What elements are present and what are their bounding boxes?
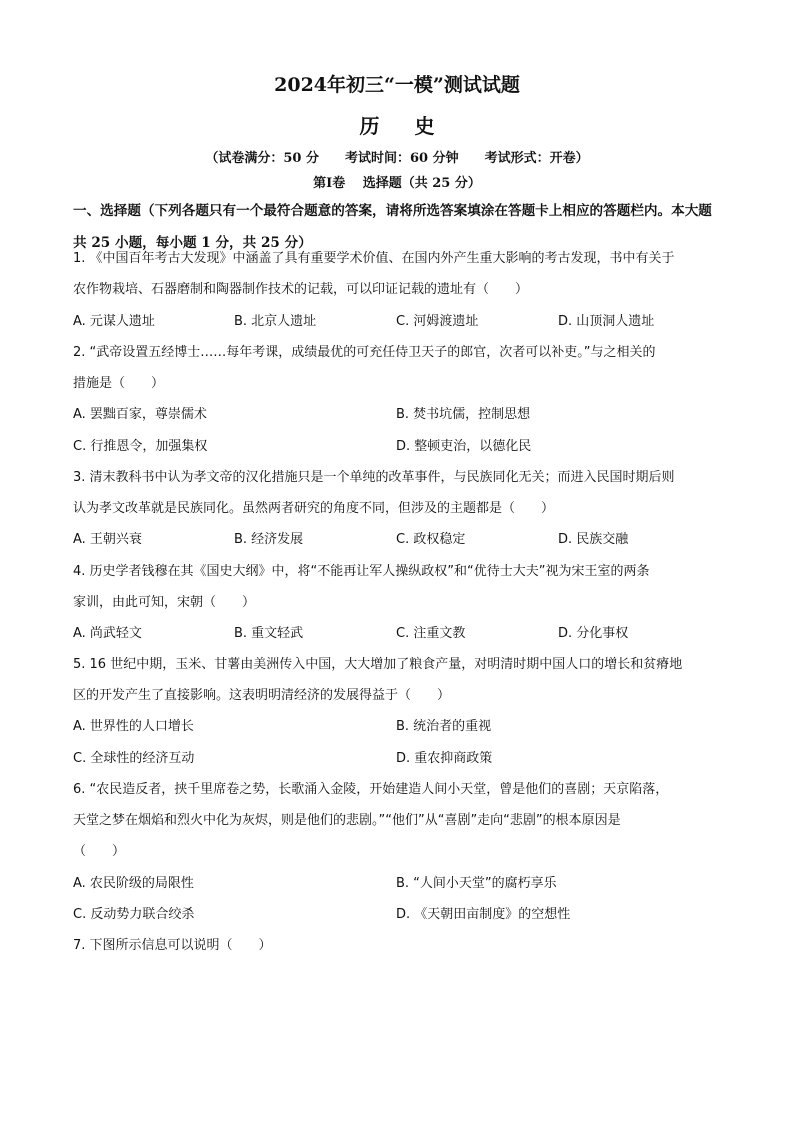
question-6-option-b: B. “人间小天堂”的腐朽享乐 [396,876,557,891]
question-4-line-2: 家训，由此可知，宋朝（ ） [73,595,256,610]
question-2-option-b: B. 焚书坑儒，控制思想 [396,407,531,422]
question-6-option-a: A. 农民阶级的局限性 [73,876,194,891]
part-one-heading: 一、选择题（下列各题只有一个最符合题意的答案，请将所选答案填涂在答题卡上相应的答题栏内。本大题共 25 小题，每小题 1 分，共 25 分） [73,203,712,251]
exam-title: 2024年初三“一模”测试试题 [274,74,520,96]
subject-title: 历 史 [359,114,449,138]
question-5-option-b: B. 统治者的重视 [396,719,492,734]
question-3-line-1: 3. 清末教科书中认为孝文帝的汉化措施只是一个单纯的改革事件，与民族同化无关；而进入民国时期后则 [73,470,675,485]
question-1-line-1: 1. 《中国百年考古大发现》中涵盖了具有重要学术价值、在国内外产生重大影响的考古发现，书中有关于 [73,251,675,266]
question-2-option-d: D. 整顿吏治，以德化民 [396,439,532,454]
question-6-option-d: D. 《天朝田亩制度》的空想性 [396,907,571,922]
section-label: 第Ⅰ卷 选择题（共 25 分） [313,176,481,191]
question-6-line-2: 天堂之梦在烟焰和烈火中化为灰烬，则是他们的悲剧。”“他们”从“喜剧”走向“悲剧”的根本原因是 [73,813,621,828]
question-4-option-c: C. 注重文教 [396,626,466,641]
question-5-option-a: A. 世界性的人口增长 [73,719,194,734]
question-2-option-a: A. 罢黜百家，尊崇儒术 [73,407,207,422]
question-5-option-d: D. 重农抑商政策 [396,751,493,766]
question-5-line-2: 区的开发产生了直接影响。这表明明清经济的发展得益于（ ） [73,688,451,703]
question-7-line-1: 7. 下图所示信息可以说明（ ） [73,938,272,953]
question-3-option-d: D. 民族交融 [558,532,629,547]
question-2-option-c: C. 行推恩令，加强集权 [73,439,208,454]
question-4-option-d: D. 分化事权 [558,626,629,641]
question-6-line-3: （ ） [73,844,126,859]
question-4-option-a: A. 尚武轻文 [73,626,142,641]
question-4-option-b: B. 重文轻武 [234,626,304,641]
question-3-line-2: 认为孝文改革就是民族同化。虽然两者研究的角度不同，但涉及的主题都是（ ） [73,501,555,516]
question-1-option-a: A. 元谋人遗址 [73,314,155,329]
question-1-option-d: D. 山顶洞人遗址 [558,314,655,329]
question-2-line-1: 2. “武帝设置五经博士……每年考课，成绩最优的可充任侍卫天子的郎官，次者可以补吏。”与之相关的 [73,345,656,360]
question-6-line-1: 6. “农民造反者，挟千里席卷之势，长歌涌入金陵，开始建造人间小天堂，曾是他们的喜剧；天京陷落， [73,782,669,797]
exam-info: （试卷满分：50 分 考试时间：60 分钟 考试形式：开卷） [205,151,589,166]
question-4-line-1: 4. 历史学者钱穆在其《国史大纲》中，将“不能再让军人操纵政权”和“优待士大夫”视为宋王室的两条 [73,564,650,579]
question-1-line-2: 农作物栽培、石器磨制和陶器制作技术的记载，可以印证记载的遗址有（ ） [73,282,529,297]
question-5-option-c: C. 全球性的经济互动 [73,751,195,766]
question-2-line-2: 措施是（ ） [73,376,165,391]
question-6-option-c: C. 反动势力联合绞杀 [73,907,195,922]
question-5-line-1: 5. 16 世纪中期，玉米、甘薯由美洲传入中国，大大增加了粮食产量，对明清时期中国人口的增长和贫瘠地 [73,657,683,672]
question-3-option-a: A. 王朝兴衰 [73,532,142,547]
question-1-option-b: B. 北京人遗址 [234,314,317,329]
question-1-option-c: C. 河姆渡遗址 [396,314,479,329]
question-3-option-b: B. 经济发展 [234,532,304,547]
question-3-option-c: C. 政权稳定 [396,532,466,547]
